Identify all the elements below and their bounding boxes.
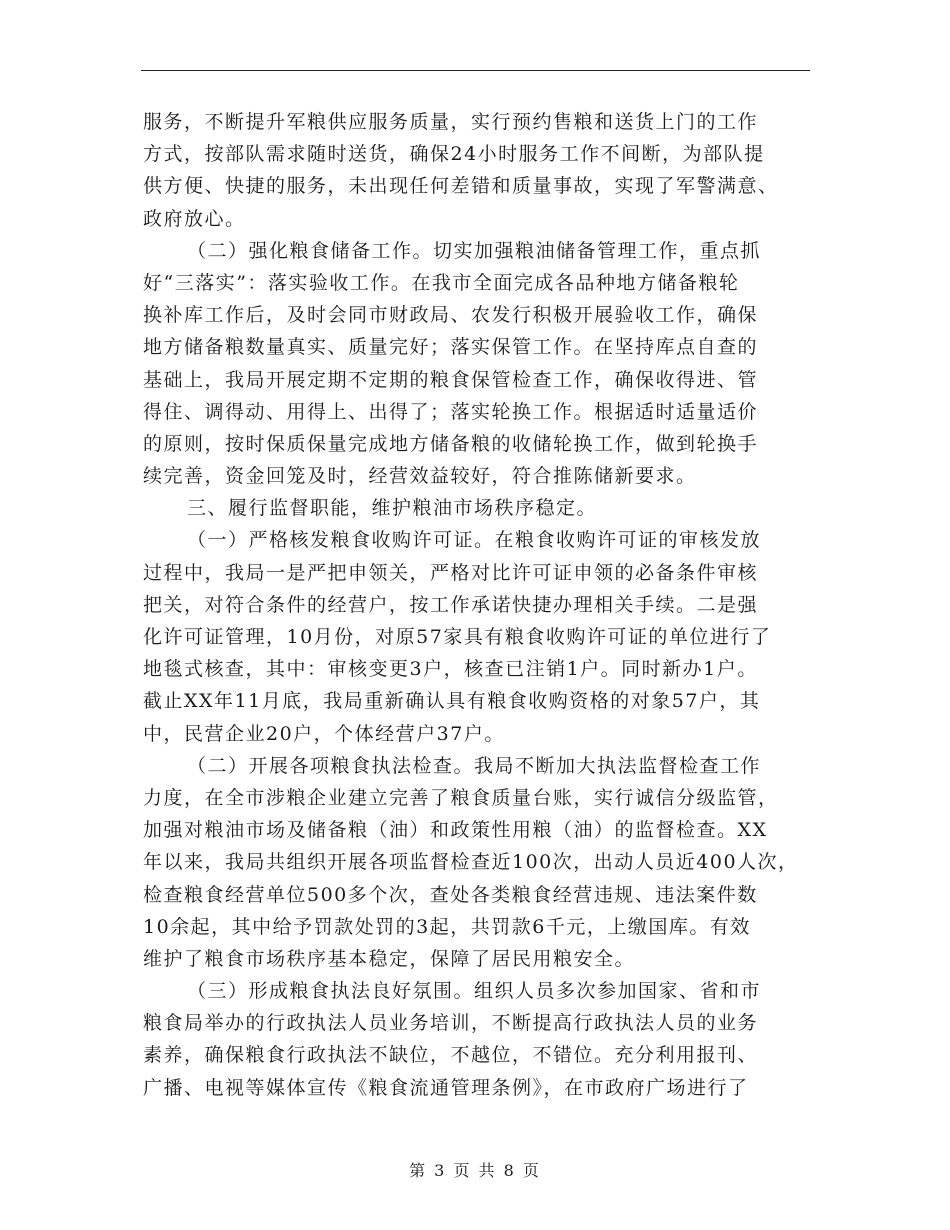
- text-line: 加强对粮油市场及储备粮（油）和政策性用粮（油）的监督检查。XX: [143, 819, 768, 842]
- text-line: 维护了粮食市场秩序基本稳定，保障了居民用粮安全。: [143, 947, 636, 970]
- text-line: 好“三落实”：落实验收工作。在我市全面完成各品种地方储备粮轮: [143, 271, 740, 294]
- paragraph-first-line: （二）强化粮食储备工作。切实加强粮油储备管理工作，重点抓: [187, 239, 762, 262]
- paragraph-first-line: （二）开展各项粮食执法检查。我局不断加大执法监督检查工作: [187, 754, 762, 777]
- text-line: 把关，对符合条件的经营户，按工作承诺快捷办理相关手续。二是强: [143, 593, 759, 616]
- header-rule: [141, 70, 810, 71]
- text-line: 粮食局举办的行政执法人员业务培训，不断提高行政执法人员的业务: [143, 1012, 759, 1035]
- text-line: 供方便、快捷的服务，未出现任何差错和质量事故，实现了军警满意、: [143, 175, 779, 198]
- text-line: 政府放心。: [143, 207, 246, 230]
- page-footer: 第 3 页 共 8 页: [409, 1161, 541, 1180]
- text-line: 续完善，资金回笼及时，经营效益较好，符合推陈储新要求。: [143, 465, 697, 488]
- paragraph-first-line: （一）严格核发粮食收购许可证。在粮食收购许可证的审核发放: [187, 529, 762, 552]
- text-line: 化许可证管理，10月份，对原57家具有粮食收购许可证的单位进行了: [143, 626, 772, 648]
- text-line: 截止XX年11月底，我局重新确认具有粮食收购资格的对象57户，其: [143, 690, 761, 713]
- text-line: 中，民营企业20户，个体经营户37户。: [143, 722, 505, 745]
- text-line: 地方储备粮数量真实、质量完好；落实保管工作。在坚持库点自查的: [143, 336, 759, 359]
- paragraph-first-line: （三）形成粮食执法良好氛围。组织人员多次参加国家、省和市: [187, 980, 762, 1003]
- text-line: 换补库工作后，及时会同市财政局、农发行积极开展验收工作，确保: [143, 304, 759, 327]
- text-line: 检查粮食经营单位500多个次，查处各类粮食经营违规、违法案件数: [143, 883, 758, 906]
- text-line: 的原则，按时保质保量完成地方储备粮的收储轮换工作，做到轮换手: [143, 432, 759, 455]
- text-line: 过程中，我局一是严把申领关，严格对比许可证申领的必备条件审核: [143, 561, 759, 584]
- text-line: 力度，在全市涉粮企业建立完善了粮食质量台账，实行诚信分级监管，: [143, 786, 779, 809]
- text-line: 素养，确保粮食行政执法不缺位，不越位，不错位。充分利用报刊、: [143, 1044, 759, 1067]
- text-line: 方式，按部队需求随时送货，确保24小时服务工作不间断，为部队提: [143, 143, 765, 166]
- text-line: 年以来，我局共组织开展各项监督检查近100次，出动人员近400人次，: [143, 851, 799, 874]
- text-line: 地毯式核查，其中：审核变更3户，核查已注销1户。同时新办1户。: [143, 658, 758, 681]
- document-body: [143, 106, 815, 1104]
- paragraph-first-line: 三、履行监督职能，维护粮油市场秩序稳定。: [187, 497, 598, 520]
- text-line: 得住、调得动、用得上、出得了；落实轮换工作。根据适时适量适价: [143, 400, 759, 423]
- text-line: 基础上，我局开展定期不定期的粮食保管检查工作，确保收得进、管: [143, 368, 759, 391]
- text-line: 10余起，其中给予罚款处罚的3起，共罚款6千元，上缴国库。有效: [143, 915, 751, 938]
- text-line: 服务，不断提升军粮供应服务质量，实行预约售粮和送货上门的工作: [143, 111, 759, 133]
- text-line: 广播、电视等媒体宣传《粮食流通管理条例》，在市政府广场进行了: [143, 1076, 749, 1099]
